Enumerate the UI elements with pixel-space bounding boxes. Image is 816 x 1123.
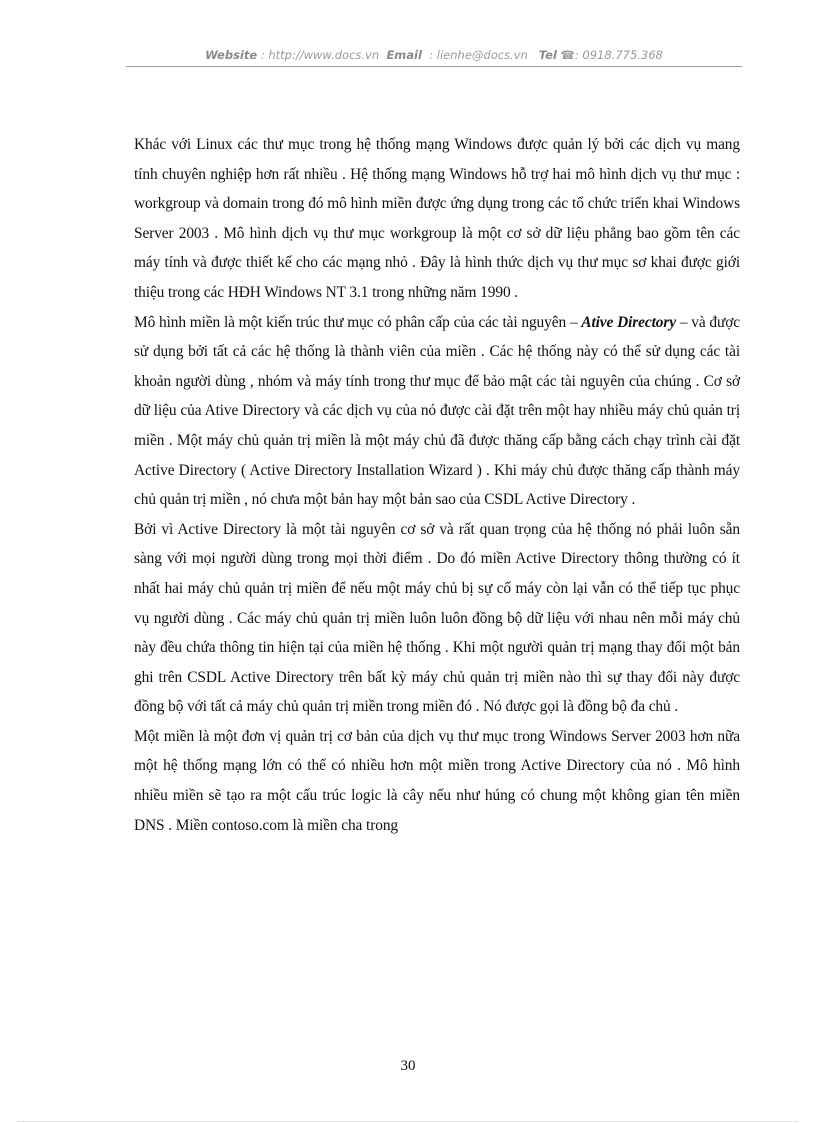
tel-label: Tel xyxy=(538,48,557,62)
email-value: : lienhe@docs.vn xyxy=(429,48,528,62)
website-label: Website xyxy=(205,48,258,62)
paragraph-3: Bởi vì Active Directory là một tài nguyên cơ sở và rất quan trọng của hệ thống nó phải luôn sẵn sàng với mọi người dùng trong mọi thời điểm . Do đó miền Active Directory thông thường có ít nhất hai máy chủ quản trị miền để nếu một máy chủ bị sự cố máy còn lại vẫn có thể tiếp tục phục vụ người dùng . Các máy chủ quản trị miền luôn luôn đồng bộ dữ liệu với nhau nên mỗi máy chủ này đều chứa thông tin hiện tại của miền hệ thống . Khi một người quản trị mạng thay đổi một bản ghi trên CSDL Active Directory trên bất kỳ máy chủ quản trị miền nào thì sự thay đổi này được đồng bộ với tất cả máy chủ quản trị miền trong miền đó . Nó được gọi là đồng bộ đa chủ . xyxy=(134,520,740,716)
page-number: 30 xyxy=(400,1058,416,1074)
header-divider xyxy=(126,66,742,67)
paragraph-2-text-start: Mô hình miền là một kiến trúc thư mục có phân cấp của các tài nguyên – xyxy=(134,313,582,331)
paragraph-2 xyxy=(134,308,740,515)
page-header xyxy=(126,48,742,62)
document-body xyxy=(134,130,740,840)
paragraph-1: Khác với Linux các thư mục trong hệ thống mạng Windows được quản lý bởi các dịch vụ mang tính chuyên nghiệp hơn rất nhiều . Hệ thống mạng Windows hỗ trợ hai mô hình dịch vụ thư mục : workgroup và domain trong đó mô hình miền được ứng dụng trong các tổ chức triển khai Windows Server 2003 . Mô hình dịch vụ thư mục workgroup là một cơ sở dữ liệu phẳng bao gồm tên các máy tính và được thiết kế cho các mạng nhỏ . Đây là hình thức dịch vụ thư mục sơ khai được giới thiệu trong các HĐH Windows NT 3.1 trong những năm 1990 . xyxy=(134,136,740,301)
paragraph-4: Một miền là một đơn vị quản trị cơ bản của dịch vụ thư mục trong Windows Server 2003 hơn nữa một hệ thống mạng lớn có thể có nhiều hơn một miền trong Active Directory của nó . Mô hình nhiều miền sẽ tạo ra một cấu trúc logic là cây nếu như húng có chung một không gian tên miền DNS . Miền contoso.com là miền cha trong xyxy=(134,727,740,834)
tel-value: ☎: 0918.775.368 xyxy=(560,48,663,62)
page-bottom-border xyxy=(18,1121,798,1122)
paragraph-2-emphasis: Ative Directory xyxy=(581,313,677,331)
website-value: : http://www.docs.vn xyxy=(260,48,380,62)
email-label: Email xyxy=(386,48,422,62)
paragraph-2-text-end: – và được sử dụng bởi tất cả các hệ thống là thành viên của miền . Các hệ thống này có thể sử dụng các tài khoản người dùng , nhóm và máy tính trong thư mục để bảo mật các tài nguyên của chúng . Cơ sở dữ liệu của Ative Directory và các dịch vụ của nó được cài đặt trên một hay nhiều máy chủ quản trị miền . Một máy chủ quản trị miền là một máy chủ đã được thăng cấp bằng cách chạy trình cài đặt Active Directory ( Active Directory Installation Wizard ) . Khi máy chủ được thăng cấp thành máy chủ quản trị miền , nó chưa một bản hay một bản sao của CSDL Active Directory . xyxy=(134,313,740,509)
